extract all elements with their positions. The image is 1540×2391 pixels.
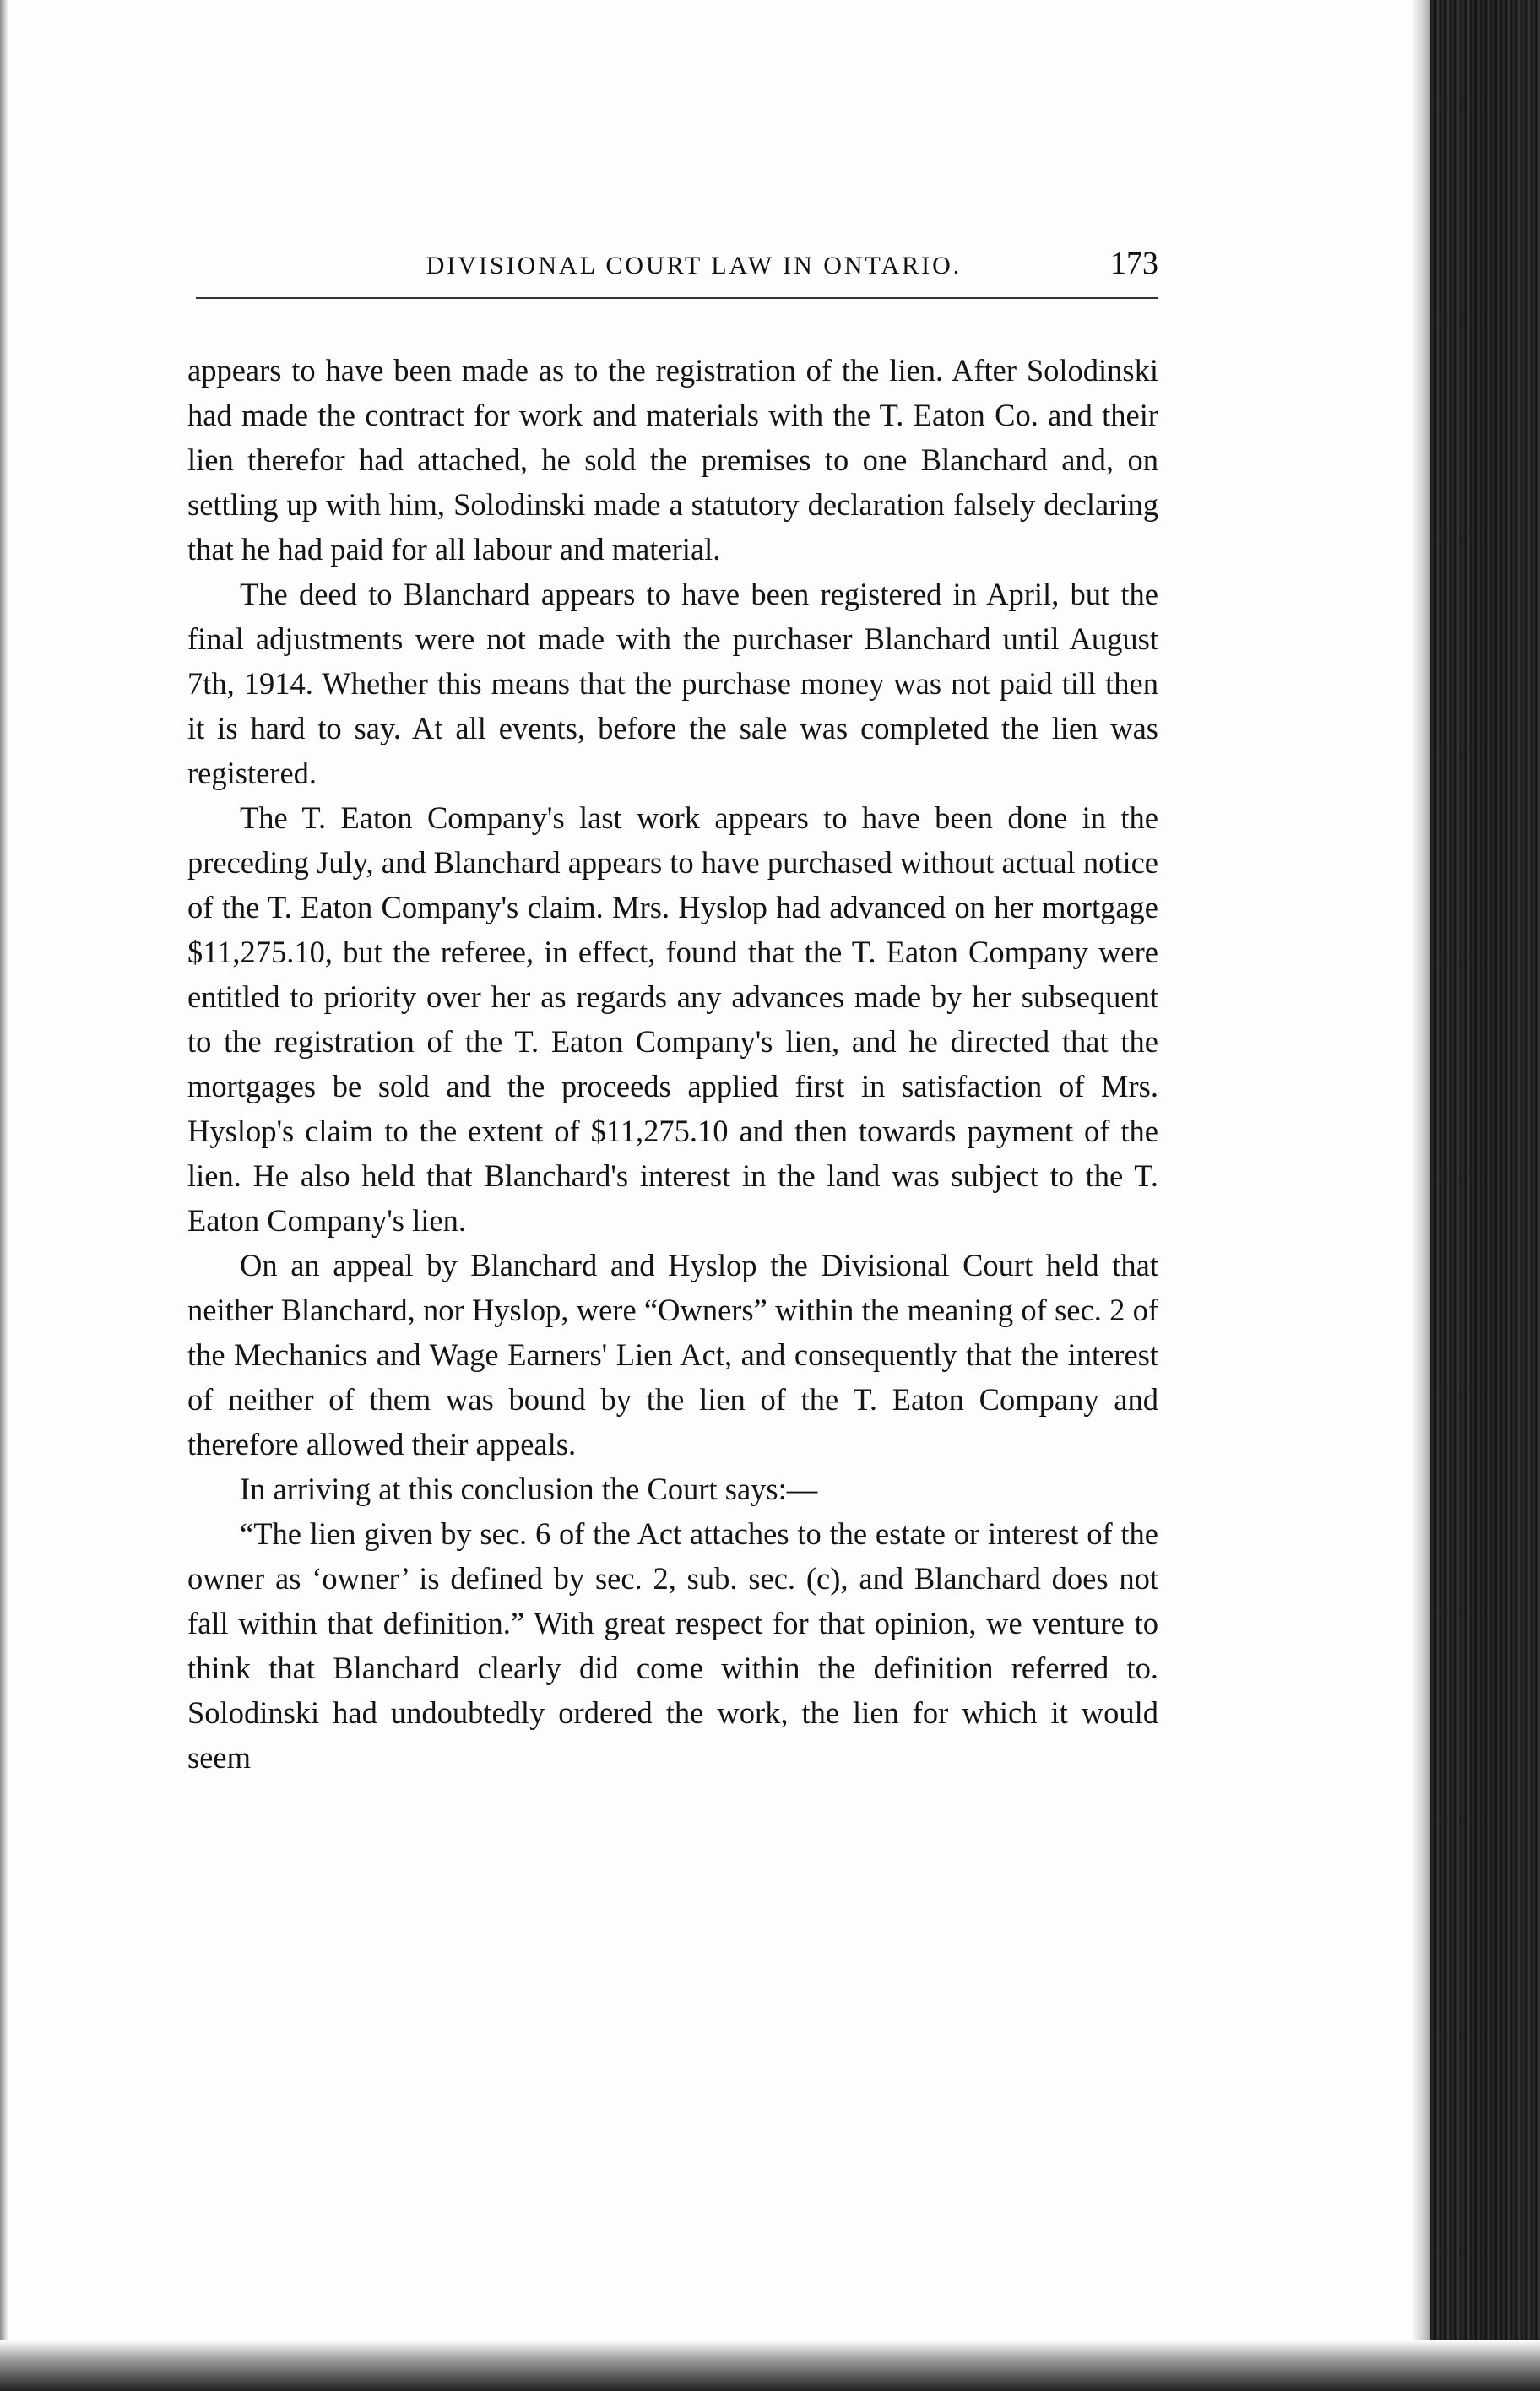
bottom-page-shadow (0, 2340, 1540, 2391)
paragraph-3: The T. Eaton Company's last work appears to have been done in the preceding July, and Blanchard appears to have purchased without actual notice of the T. Eaton Company's claim. Mrs. Hyslop had advanced on her mortgage $11,275.10, but the referee, in effect, found that the T. Eaton Company were entitled to priority over her as regards any advances made by her subsequent to the registration of the T. Eaton Company's lien, and he directed that the mortgages be sold and the proceeds applied first in satisfaction of Mrs. Hyslop's claim to the extent of $11,275.10 and then towards payment of the lien. He also held that Blanchard's interest in the land was subject to the T. Eaton Company's lien. (187, 800, 1158, 1238)
paragraph-4: On an appeal by Blanchard and Hyslop the Divisional Court held that neither Blanchard, nor Hyslop, were “Owners” within the meaning of sec. 2 of the Mechanics and Wage Earners' Lien Act, and consequently that the interest of neither of them was bound by the lien of the T. Eaton Company and therefore allowed their appeals. (187, 1248, 1158, 1461)
paragraph-1: appears to have been made as to the registration of the lien. After Solodinski had made the contract for work and materials with the T. Eaton Co. and their lien therefor had attached, he sold the premises to one Blanchard and, on settling up with him, Solodinski made a statutory declaration falsely declaring that he had paid for all labour and material. (187, 353, 1158, 567)
body-text (187, 348, 1158, 1780)
left-page-shadow (0, 0, 8, 2391)
binding-edge (1430, 0, 1540, 2391)
paragraph-6: “The lien given by sec. 6 of the Act attaches to the estate or interest of the owner as ‘owner’ is defined by sec. 2, sub. sec. (c), and Blanchard does not fall within that definition.” With great respect for that opinion, we venture to think that Blanchard clearly did come within the definition referred to. Solodinski had undoubtedly ordered the work, the lien for which it would seem (187, 1516, 1158, 1775)
paragraph-5: In arriving at this conclusion the Court says:— (240, 1472, 818, 1506)
header-rule (196, 297, 1158, 299)
page-header (196, 245, 1158, 295)
page-number: 173 (1110, 246, 1158, 281)
paragraph-2: The deed to Blanchard appears to have been registered in April, but the final adjustments were not made with the purchaser Blanchard until August 7th, 1914. Whether this means that the purchase money was not paid till then it is hard to say. At all events, before the sale was completed the lien was registered. (187, 577, 1158, 790)
running-head: DIVISIONAL COURT LAW IN ONTARIO. (426, 252, 962, 279)
